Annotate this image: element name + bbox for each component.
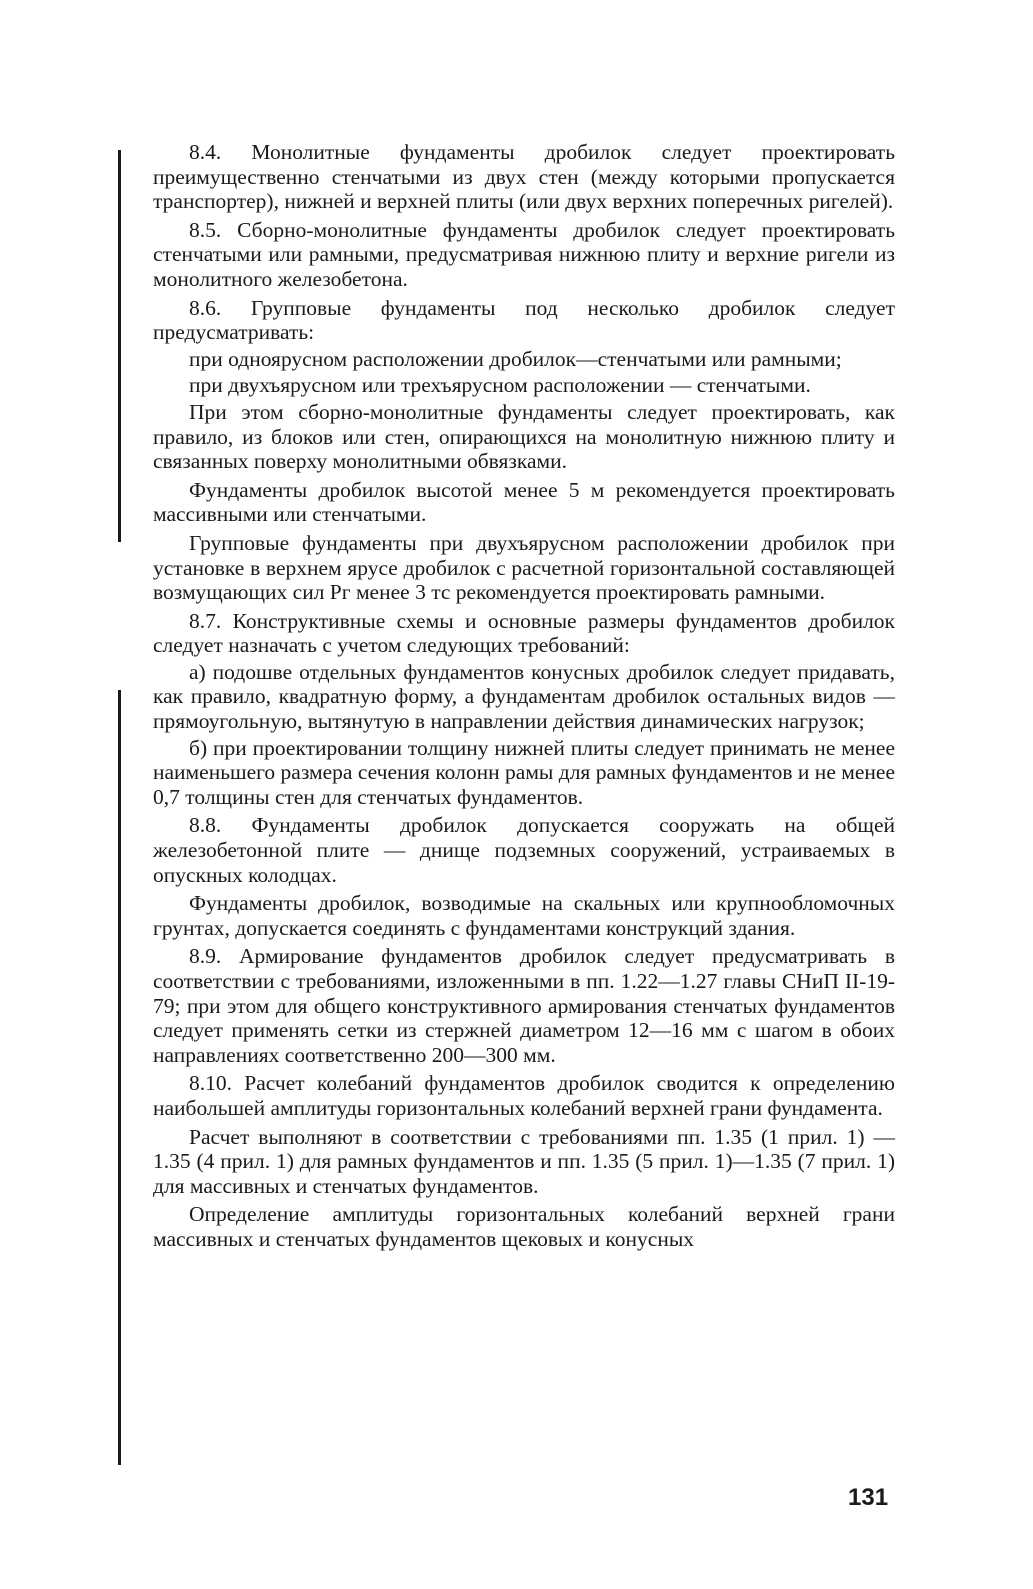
paragraph-group-foundations: Групповые фундаменты при двухъярусном расположении дробилок при установке в верхнем ярусе дробилок с расчетной горизонтальной составляющей возмущающих сил Pг менее 3 тс рекомендуется проектировать рамными. — [153, 530, 895, 605]
paragraph-8-4: 8.4. Монолитные фундаменты дробилок следует проектировать преимущественно стенчатыми из двух стен (между которыми пропускается транспортер), нижней и верхней плиты (или двух верхних поперечных ригелей). — [153, 140, 895, 214]
list-item-two-three-tier: при двухъярусном или трехъярусном расположении — стенчатыми. — [189, 373, 811, 398]
paragraph-rock-soils: Фундаменты дробилок, возводимые на скальных или крупнообломочных грунтах, допускается соединять с фундаментами конструкций здания. — [153, 891, 895, 940]
paragraph-8-8: 8.8. Фундаменты дробилок допускается сооружать на общей железобетонной плите — днище подземных сооружений, устраиваемых в опускных колодцах. — [153, 813, 895, 887]
paragraph-8-5: 8.5. Сборно-монолитные фундаменты дробилок следует проектировать стенчатыми или рамными, предусматривая нижнюю плиту и верхние ригели из монолитного железобетона. — [153, 217, 895, 291]
paragraph-8-10: 8.10. Расчет колебаний фундаментов дробилок сводится к определению наибольшей амплитуды горизонтальных колебаний верхней грани фундамента. — [153, 1071, 895, 1120]
page-body — [153, 140, 895, 1256]
paragraph-8-9: 8.9. Армирование фундаментов дробилок следует предусматривать в соответствии с требованиями, изложенными в пп. 1.22—1.27 главы СНиП II-19-79; при этом для общего конструктивного армирования стенчатых фундаментов следует применять сетки из стержней диаметром 12—16 мм с шагом в обоих направлениях соответственно 200—300 мм. — [153, 944, 895, 1067]
page-number: 131 — [848, 1484, 889, 1511]
revision-bar-top — [118, 150, 121, 542]
revision-bar-bottom — [118, 690, 121, 1465]
list-item-b: б) при проектировании толщину нижней плиты следует принимать не менее наименьшего размера сечения колонн рамы для рамных фундаментов и не менее 0,7 толщины стен для стенчатых фундаментов. — [153, 735, 895, 809]
list-item-one-tier: при одноярусном расположении дробилок—стенчатыми или рамными; — [189, 346, 842, 371]
paragraph-8-7: 8.7. Конструктивные схемы и основные размеры фундаментов дробилок следует назначать с учетом следующих требований: — [153, 608, 895, 658]
list-item-a: а) подошве отдельных фундаментов конусных дробилок следует придавать, как правило, квадратную форму, а фундаментам дробилок остальных видов — прямоугольную, вытянутую в направлении действия динамических нагрузок; — [153, 659, 895, 734]
paragraph-amplitude: Определение амплитуды горизонтальных колебаний верхней грани массивных и стенчатых фундаментов щековых и конусных — [153, 1202, 895, 1251]
paragraph-8-6: 8.6. Групповые фундаменты под несколько дробилок следует предусматривать: — [153, 295, 895, 345]
paragraph-height: Фундаменты дробилок высотой менее 5 м рекомендуется проектировать массивными или стенчатыми. — [153, 477, 895, 527]
paragraph-calculation: Расчет выполняют в соответствии с требованиями пп. 1.35 (1 прил. 1) — 1.35 (4 прил. 1) для рамных фундаментов и пп. 1.35 (5 прил. 1)—1.35 (7 прил. 1) для массивных и стенчатых фундаментов. — [153, 1124, 895, 1198]
paragraph-precast: При этом сборно-монолитные фундаменты следует проектировать, как правило, из блоков или стен, опирающихся на монолитную нижнюю плиту и связанных поверху монолитными обвязками. — [153, 399, 895, 474]
